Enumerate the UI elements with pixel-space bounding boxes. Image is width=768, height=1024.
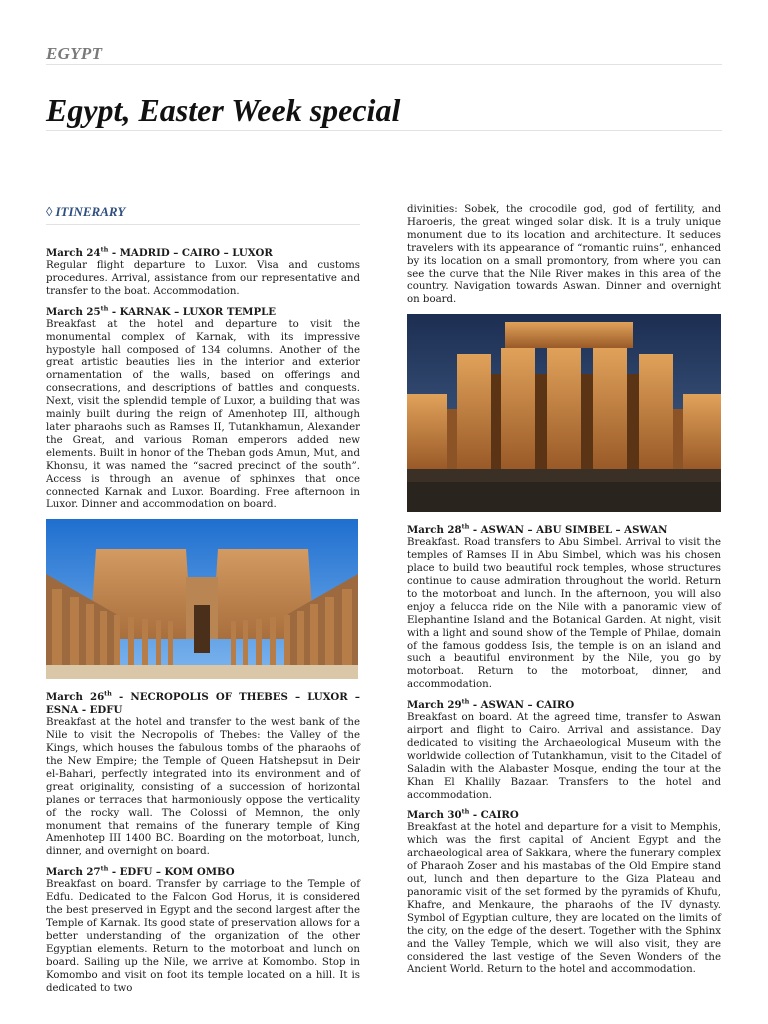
header-divider: [46, 64, 722, 65]
section-eyebrow: EGYPT: [46, 44, 103, 63]
kom-ombo-temple-night-image: [407, 314, 721, 512]
diamond-icon: ◊: [46, 204, 53, 219]
day-heading: March 24th - MADRID – CAIRO – LUXOR: [46, 245, 273, 259]
left-column: [46, 204, 360, 1002]
itinerary-heading: [46, 204, 360, 225]
day-description: Regular flight departure to Luxor. Visa and customs procedures. Arrival, assistance from our representative and transfer to the boat. Accommodation.: [46, 260, 360, 297]
day-heading: March 28th - ASWAN – ABU SIMBEL – ASWAN: [407, 522, 668, 537]
day-description-continued: divinities: Sobek, the crocodile god, god of fertility, and Haroeris, the great winged solar disk. It is a truly unique monument due to its location and architecture. It seduces travelers with its appearance of “romantic ruins”, enhanced by its location on a small promontory, from where you can see the curve that the Nile River makes in this area of the country. Navigation towards Aswan. Dinner and overnight on board.: [407, 204, 721, 306]
day-description: Breakfast on board. At the agreed time, transfer to Aswan airport and flight to Cairo. Arrival and assistance. Day dedicated to visiting the Archaeological Museum with the worldwide collection of Tutankhamun, visit to the Citadel of Saladin with the Alabaster Mosque, ending the tour at the Khan El Khalily Bazaar. Transfers to the hotel and accommodation.: [407, 712, 721, 801]
edfu-temple-photo: [46, 519, 360, 679]
day-description: Breakfast at the hotel and departure to visit the monumental complex of Karnak, with its impressive hypostyle hall composed of 134 columns. Another of the great artistic beauties lies in the interior and exterior ornamentation of the walls, based on offerings and consecrations, and descriptions of battles and conquests. Next, visit the splendid temple of Luxor, a building that was mainly built during the reign of Amenhotep III, although later pharaohs such as Ramses II, Tutankhamun, Alexander the Great, and various Roman emperors added new elements. Built in honor of the Theban gods Amun, Mut, and Khonsu, it was named the “sacred precinct of the south”. Access is through an avenue of sphinxes that once connected Karnak and Luxor. Boarding. Free afternoon in Luxor. Dinner and accommodation on board.: [46, 318, 360, 511]
day-description: Breakfast on board. Transfer by carriage to the Temple of Edfu. Dedicated to the Falcon God Horus, it is considered the best preserved in Egypt and the second largest after the Temple of Karnak. Its good state of preservation allows for a better understanding of the organization of the other Egyptian elements. Return to the motorboat and lunch on board. Sailing up the Nile, we arrive at Komombo. Stop in Komombo and visit on foot its temple located on a hill. It is dedicated to two: [46, 879, 360, 994]
edfu-temple-courtyard-image: [46, 519, 358, 679]
title-divider: [46, 130, 722, 131]
day-heading: March 26th - NECROPOLIS OF THEBES – LUXOR – ESNA - EDFU: [46, 689, 360, 717]
day-description: Breakfast at the hotel and departure for a visit to Memphis, which was the first capital of Ancient Egypt and the archaeological area of Sakkara, where the funerary complex of Pharaoh Zoser and his mastabas of the Old Empire stand out, lunch and then departure to the Giza Plateau and panoramic visit of the set formed by the pyramids of Khufu, Khafre, and Menkaure, the pharaohs of the IV dynasty. Symbol of Egyptian culture, they are located on the limits of the city, on the edge of the desert. Together with the Sphinx and the Valley Temple, which we will also visit, they are considered the last vestige of the Seven Wonders of the Ancient World. Return to the hotel and accommodation.: [407, 822, 721, 976]
day-description: Breakfast. Road transfers to Abu Simbel. Arrival to visit the temples of Ramses II in Abu Simbel, which was his chosen place to build two beautiful rock temples, whose structures continue to cause admiration throughout the world. Return to the motorboat and lunch. In the afternoon, you will also enjoy a felucca ride on the Nile with a panoramic view of Elephantine Island and the Botanical Garden. At night, visit with a light and sound show of the Temple of Philae, domain of the famous goddess Isis, the temple is on an island and such a beautiful environment by the Nile, you go by motorboat. Return to the motorboat, dinner, and accommodation.: [407, 537, 721, 691]
right-column: [407, 204, 721, 984]
day-heading: March 30th - CAIRO: [407, 808, 519, 822]
day-heading: March 29th - ASWAN – CAIRO: [407, 697, 575, 712]
day-heading: March 25th - KARNAK – LUXOR TEMPLE: [46, 304, 277, 318]
kom-ombo-temple-photo: [407, 314, 721, 512]
itinerary-label: ITINERARY: [55, 204, 126, 219]
page-title: Egypt, Easter Week special: [46, 92, 401, 128]
day-heading: March 27th - EDFU – KOM OMBO: [46, 864, 235, 879]
day-description: Breakfast at the hotel and transfer to the west bank of the Nile to visit the Necropolis of Thebes: the Valley of the Kings, which houses the fabulous tombs of the pharaohs of the New Empire; the Temple of Queen Hatshepsut in Deir el-Bahari, perfectly integrated into its environment and of great originality, consisting of a succession of horizontal planes or terraces that harmoniously oppose the verticality of the rocky wall. The Colossi of Memnon, the only monument that remains of the funerary temple of King Amenhotep III 1400 BC. Boarding on the motorboat, lunch, dinner, and overnight on board.: [46, 717, 360, 858]
